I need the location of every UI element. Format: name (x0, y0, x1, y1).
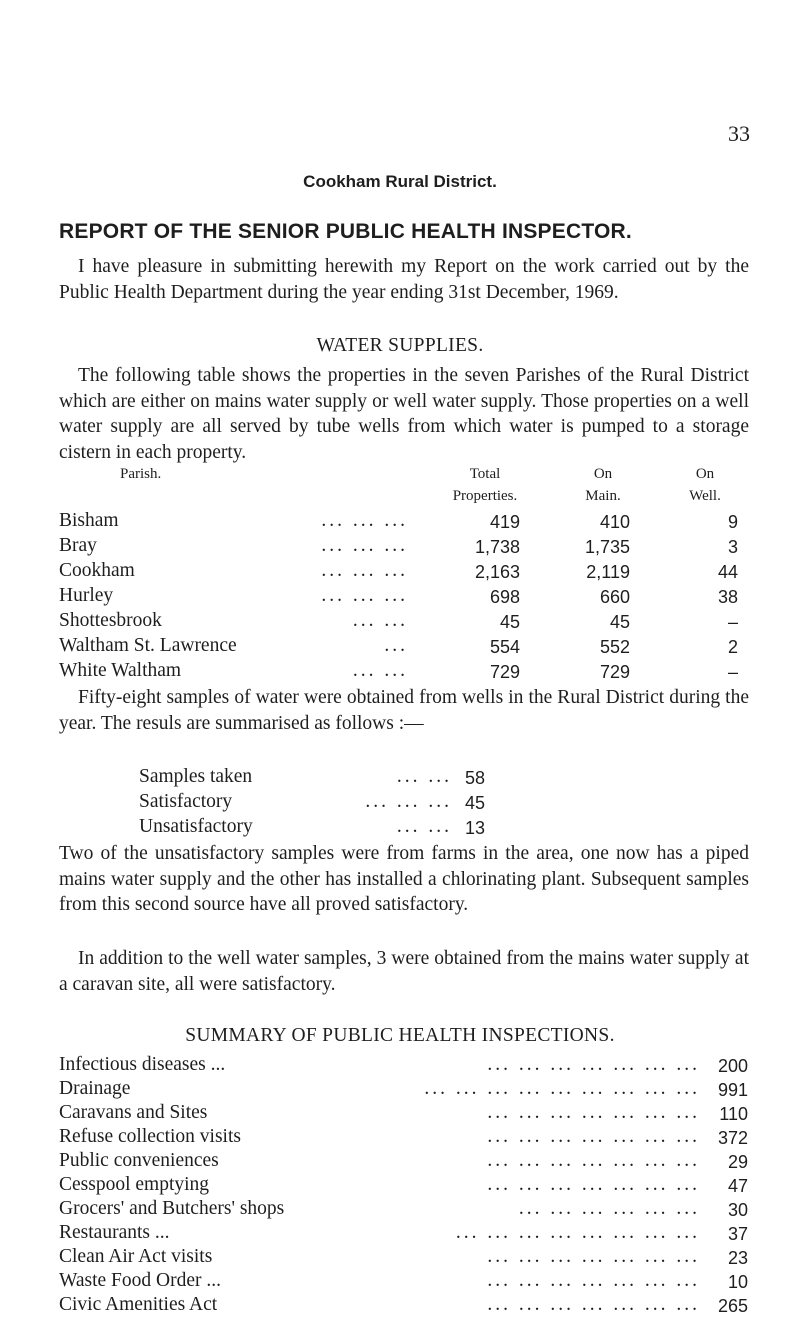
parish-name: Hurley (59, 585, 114, 606)
header-well-line1: On (695, 466, 715, 482)
leader-dots: ... (384, 635, 408, 656)
header-total-line2: Properties. (452, 488, 518, 504)
header-main-line2: Main. (585, 488, 621, 504)
total-properties: 45 (499, 612, 520, 632)
summary-label: Infectious diseases ... (59, 1054, 226, 1075)
total-properties: 1,738 (474, 537, 520, 557)
total-properties: 729 (489, 662, 520, 682)
on-main: 660 (599, 587, 630, 607)
parish-name: Shottesbrook (59, 610, 162, 631)
leader-dots: ... ... ... ... ... ... (518, 1198, 700, 1219)
total-properties: 554 (489, 637, 520, 657)
leader-dots: ... ... ... (365, 791, 452, 812)
sample-value: 45 (465, 793, 486, 813)
on-well: 3 (727, 537, 738, 557)
leader-dots: ... ... ... ... ... ... ... (487, 1150, 700, 1171)
report-title: REPORT OF THE SENIOR PUBLIC HEALTH INSPECTOR. (59, 220, 632, 243)
leader-dots: ... ... ... ... ... ... ... (487, 1126, 700, 1147)
total-properties: 419 (489, 512, 520, 532)
water-paragraph: The following table shows the properties in the seven Parishes of the Rural District which are either on mains water supply or well water supply. Those properties on a well water supply are all served by tube wells from which water is pumped to a storage cistern in each property. (59, 365, 749, 463)
summary-label: Waste Food Order ... (59, 1270, 221, 1291)
parish-name: Waltham St. Lawrence (59, 635, 237, 656)
leader-dots: ... ... ... ... ... ... ... ... ... (424, 1078, 700, 1099)
summary-label: Caravans and Sites (59, 1102, 208, 1123)
unsatisfactory-paragraph: Two of the unsatisfactory samples were from farms in the area, one now has a piped mains water supply and the other has installed a chlorinating plant. Subsequent samples from this second source have all proved satisfactory. (59, 843, 749, 915)
header-well-line2: Well. (689, 488, 721, 504)
summary-label: Public conveniences (59, 1150, 219, 1171)
leader-dots: ... ... ... ... ... ... ... (487, 1246, 700, 1267)
leader-dots: ... ... ... ... ... ... ... (487, 1054, 700, 1075)
summary-label: Drainage (59, 1078, 131, 1099)
on-well: 9 (727, 512, 738, 532)
on-main: 729 (599, 662, 630, 682)
leader-dots: ... ... (396, 816, 452, 837)
leader-dots: ... ... ... ... ... ... ... (487, 1270, 700, 1291)
sample-value: 58 (465, 768, 486, 788)
leader-dots: ... ... ... ... ... ... ... (487, 1102, 700, 1123)
summary-label: Restaurants ... (59, 1222, 170, 1243)
mains-paragraph: In addition to the well water samples, 3 were obtained from the mains water supply at a caravan site, all were satisfactory. (59, 948, 749, 995)
sample-label: Satisfactory (139, 791, 233, 812)
leader-dots: ... ... (396, 766, 452, 787)
total-properties: 698 (489, 587, 520, 607)
total-properties: 2,163 (474, 562, 520, 582)
summary-value: 29 (727, 1152, 748, 1172)
leader-dots: ... ... ... ... ... ... ... (487, 1174, 700, 1195)
header-total-line1: Total (469, 466, 501, 482)
sample-label: Unsatisfactory (139, 816, 253, 837)
leader-dots: ... ... (352, 610, 408, 631)
leader-dots: ... ... ... (321, 510, 408, 531)
on-well: 44 (717, 562, 738, 582)
sample-label: Samples taken (139, 766, 253, 787)
on-well: – (727, 612, 738, 632)
on-main: 410 (599, 512, 630, 532)
parish-name: White Waltham (59, 660, 182, 681)
leader-dots: ... ... ... (321, 535, 408, 556)
district-name: Cookham Rural District. (303, 172, 497, 191)
summary-value: 265 (717, 1296, 748, 1316)
summary-value: 23 (727, 1248, 748, 1268)
summary-value: 47 (727, 1176, 748, 1196)
summary-label: Cesspool emptying (59, 1174, 210, 1195)
summary-label: Grocers' and Butchers' shops (59, 1198, 285, 1219)
summary-label: Clean Air Act visits (59, 1246, 213, 1267)
leader-dots: ... ... ... (321, 585, 408, 606)
summary-value: 200 (717, 1056, 748, 1076)
header-main-line1: On (593, 466, 613, 482)
leader-dots: ... ... (352, 660, 408, 681)
sample-value: 13 (465, 818, 486, 838)
on-well: 2 (727, 637, 738, 657)
leader-dots: ... ... ... ... ... ... ... (487, 1294, 700, 1315)
header-parish: Parish. (120, 466, 162, 482)
summary-value: 10 (727, 1272, 748, 1292)
parish-name: Bray (59, 535, 97, 556)
on-main: 45 (609, 612, 630, 632)
on-main: 2,119 (586, 562, 630, 582)
summary-value: 37 (727, 1224, 748, 1244)
leader-dots: ... ... ... ... ... ... ... ... (455, 1222, 700, 1243)
parish-name: Bisham (59, 510, 119, 531)
intro-paragraph: I have pleasure in submitting herewith my Report on the work carried out by the Public Health Department during the year ending 31st December, 1969. (59, 256, 749, 303)
samples-paragraph: Fifty-eight samples of water were obtained from wells in the Rural District during the year. The resuls are summarised as follows :— (59, 687, 749, 734)
summary-value: 991 (717, 1080, 748, 1100)
on-well: – (727, 662, 738, 682)
water-supplies-heading: WATER SUPPLIES. (316, 335, 484, 356)
parish-name: Cookham (59, 560, 135, 581)
on-well: 38 (717, 587, 738, 607)
summary-value: 110 (719, 1104, 748, 1124)
summary-label: Refuse collection visits (59, 1126, 241, 1147)
leader-dots: ... ... ... (321, 560, 408, 581)
on-main: 552 (599, 637, 630, 657)
summary-heading: SUMMARY OF PUBLIC HEALTH INSPECTIONS. (185, 1025, 615, 1046)
page-number: 33 (728, 121, 750, 146)
summary-value: 372 (717, 1128, 748, 1148)
summary-label: Civic Amenities Act (59, 1294, 218, 1315)
summary-value: 30 (727, 1200, 748, 1220)
on-main: 1,735 (584, 537, 630, 557)
